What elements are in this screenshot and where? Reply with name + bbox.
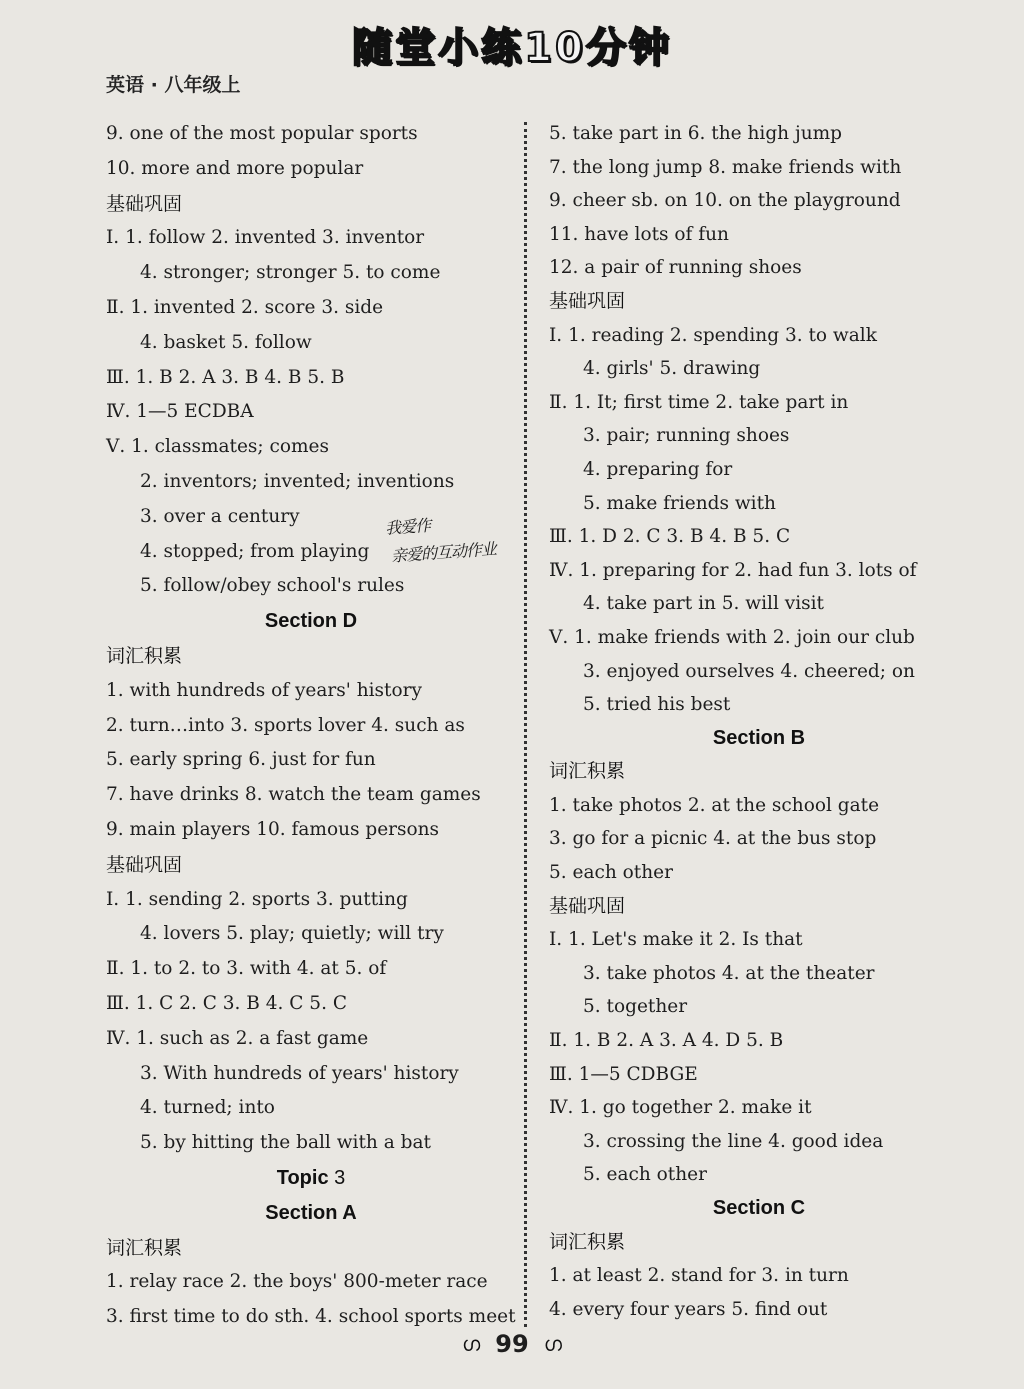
answer-line: 3. enjoyed ourselves 4. cheered; on xyxy=(583,660,915,682)
answer-line: 11. have lots of fun xyxy=(549,223,729,245)
page-title: 随堂小练10分钟 xyxy=(352,25,672,71)
answer-line: 9. cheer sb. on 10. on the playground xyxy=(549,190,901,212)
answer-line: Ⅰ. 1. sending 2. sports 3. putting xyxy=(106,888,408,910)
answer-line: 1. at least 2. stand for 3. in turn xyxy=(549,1265,849,1287)
answer-line: Ⅳ. 1. such as 2. a fast game xyxy=(106,1027,369,1049)
section-heading: Section A xyxy=(265,1201,357,1224)
category-heading: 基础巩固 xyxy=(549,894,626,917)
section-heading: Section B xyxy=(712,726,806,749)
answer-line: 2. turn…into 3. sports lover 4. such as xyxy=(106,714,465,736)
answer-line: 3. first time to do sth. 4. school sports meet xyxy=(106,1306,516,1328)
answer-line: 1. with hundreds of years' history xyxy=(106,679,422,701)
answer-line: Ⅱ. 1. invented 2. score 3. side xyxy=(106,296,384,318)
answer-line: 5. tried his best xyxy=(583,694,731,716)
answer-line: Ⅳ. 1. preparing for 2. had fun 3. lots of xyxy=(549,559,917,581)
category-heading: 词汇积累 xyxy=(549,1230,626,1253)
answer-line: 4. take part in 5. will visit xyxy=(583,593,824,615)
answer-line: 4. girls' 5. drawing xyxy=(583,358,761,380)
left-column xyxy=(106,117,516,1335)
answer-line: Ⅱ. 1. B 2. A 3. A 4. D 5. B xyxy=(549,1030,784,1052)
answer-line: 5. together xyxy=(583,996,688,1018)
answer-line: Ⅴ. 1. make friends with 2. join our club xyxy=(549,626,915,648)
answer-line: 5. each other xyxy=(549,862,673,884)
answer-line: 7. the long jump 8. make friends with xyxy=(549,156,902,178)
answer-line: 4. preparing for xyxy=(583,458,733,480)
category-heading: 基础巩固 xyxy=(549,289,626,312)
answer-line: 4. basket 5. follow xyxy=(140,331,312,353)
answer-line: 3. crossing the line 4. good idea xyxy=(583,1130,884,1152)
answer-line: 5. make friends with xyxy=(583,492,776,514)
answer-line: Ⅱ. 1. It; first time 2. take part in xyxy=(549,391,849,413)
answer-line: 5. follow/obey school's rules xyxy=(140,575,405,597)
answer-line: Ⅳ. 1. go together 2. make it xyxy=(549,1097,812,1119)
answer-line: Ⅴ. 1. classmates; comes xyxy=(106,436,329,458)
answer-line: 7. have drinks 8. watch the team games xyxy=(106,784,481,806)
answer-line: Ⅰ. 1. follow 2. invented 3. inventor xyxy=(106,227,425,249)
column-divider xyxy=(524,122,527,1327)
answer-line: 3. over a century xyxy=(140,505,300,527)
answer-line: 4. turned; into xyxy=(140,1097,275,1119)
answer-line: 9. main players 10. famous persons xyxy=(106,818,440,840)
section-heading: Section C xyxy=(712,1197,806,1219)
handwriting-line: 亲爱的互动作业 xyxy=(390,539,497,566)
category-heading: 词汇积累 xyxy=(106,644,183,667)
answer-line: 5. take part in 6. the high jump xyxy=(549,123,842,144)
category-heading: 词汇积累 xyxy=(549,760,626,783)
answer-line: Ⅲ. 1. C 2. C 3. B 4. C 5. C xyxy=(106,992,347,1014)
answer-line: 10. more and more popular xyxy=(106,157,364,179)
answer-line: 1. relay race 2. the boys' 800-meter race xyxy=(106,1271,488,1293)
answer-line: Ⅲ. 1—5 CDBGE xyxy=(549,1063,698,1085)
category-heading: 基础巩固 xyxy=(106,192,183,215)
subject-label: 英语 · 八年级上 xyxy=(106,74,241,96)
answer-line: 4. every four years 5. find out xyxy=(549,1298,828,1320)
flourish-left-icon: ഗ xyxy=(462,1332,481,1356)
section-heading: Section D xyxy=(264,610,358,633)
answer-line: Ⅳ. 1—5 ECDBA xyxy=(106,401,254,423)
topic-number: 3 xyxy=(334,1166,346,1189)
handwritten-note xyxy=(384,505,528,571)
answer-line: Ⅲ. 1. B 2. A 3. B 4. B 5. B xyxy=(106,366,345,388)
answer-line: 4. stronger; stronger 5. to come xyxy=(140,262,441,284)
answer-line: Ⅰ. 1. Let's make it 2. Is that xyxy=(549,929,803,951)
topic-word: Topic xyxy=(276,1166,329,1189)
answer-line: 4. lovers 5. play; quietly; will try xyxy=(140,923,444,945)
category-heading: 词汇积累 xyxy=(106,1236,183,1259)
answer-line: 5. early spring 6. just for fun xyxy=(106,749,376,771)
answer-line: Ⅰ. 1. reading 2. spending 3. to walk xyxy=(549,324,877,346)
answer-line: 5. by hitting the ball with a bat xyxy=(140,1132,431,1154)
answer-line: 1. take photos 2. at the school gate xyxy=(549,794,880,816)
handwriting-line: 我爱作 xyxy=(384,515,431,538)
answer-line: 9. one of the most popular sports xyxy=(106,123,418,144)
answer-line: 3. go for a picnic 4. at the bus stop xyxy=(549,828,877,850)
page-footer xyxy=(0,1330,1024,1358)
answer-line: 12. a pair of running shoes xyxy=(549,257,802,279)
answer-line: Ⅱ. 1. to 2. to 3. with 4. at 5. of xyxy=(106,958,387,980)
answer-line: Ⅲ. 1. D 2. C 3. B 4. B 5. C xyxy=(549,526,791,548)
right-column xyxy=(549,117,969,1326)
answer-line: 2. inventors; invented; inventions xyxy=(140,470,455,492)
answer-line: 3. With hundreds of years' history xyxy=(140,1062,459,1084)
category-heading: 基础巩固 xyxy=(106,853,183,876)
topic-heading xyxy=(106,1161,516,1196)
answer-line: 5. each other xyxy=(583,1164,707,1186)
page-number: 99 xyxy=(495,1330,529,1358)
flourish-right-icon: ഗ xyxy=(543,1332,562,1356)
answer-line: 3. pair; running shoes xyxy=(583,425,790,447)
answer-line: 4. stopped; from playing xyxy=(140,540,370,562)
answer-line: 3. take photos 4. at the theater xyxy=(583,962,875,984)
